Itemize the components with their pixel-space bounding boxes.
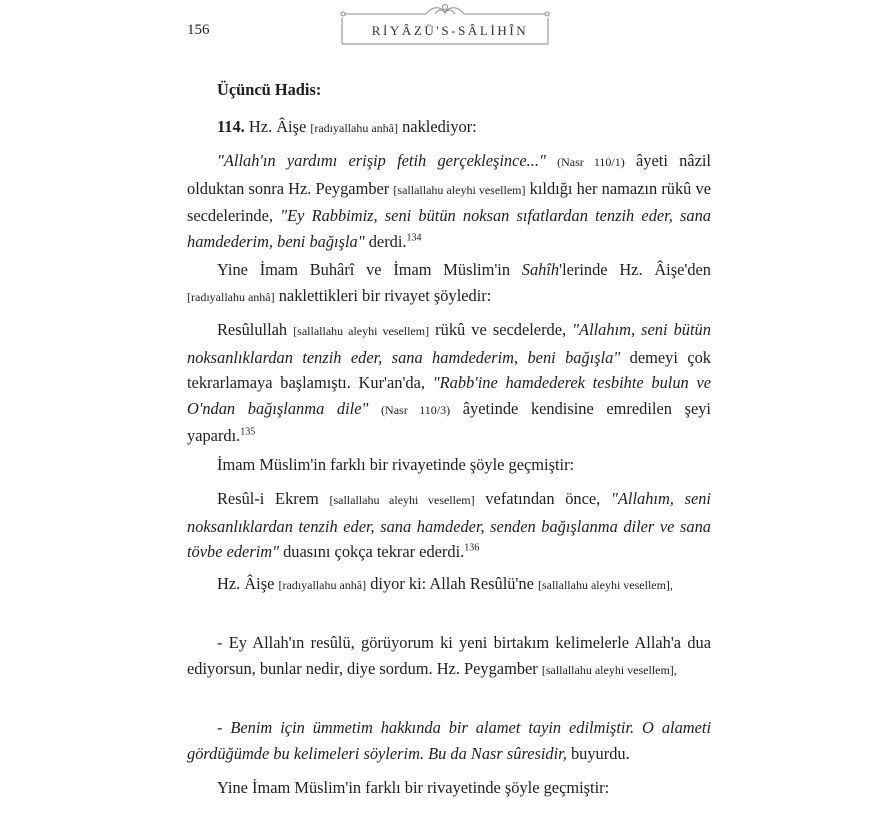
paragraph-7: Hz. Âişe [radıyallahu anhâ] diyor ki: Allah Resûlü'ne [sallallahu aleyhi vesellem], [217,574,673,593]
paragraph-5: İmam Müslim'in farklı bir rivayetinde şöyle geçmiştir: [217,455,575,474]
footnote-ref: 136 [464,542,480,554]
paragraph-3: Yine İmam Buhârî ve İmam Müslim'in Sahîh'lerinde Hz. Âişe'den [radıyallahu anhâ] naklettikleri bir rivayet şöyledir: [187,260,711,305]
paragraph-6: Resûl-i Ekrem [sallallahu aleyhi vesellem] vefatından önce, "Allahım, seni noksanlıklardan tenzih eder, sana hamdeder, senden bağışlanma diler ve sana tövbe ederim" duasını çokça tekrar ederdi.$^{136}$ [187,489,711,561]
running-title: RİYÂZÜ'S-SÂLİHÎN [371,23,529,38]
section-heading: Üçüncü Hadis: [217,80,322,99]
footnote-ref: 135 [240,426,256,438]
paragraph-2: "Allah'ın yardımı erişip fetih gerçekleşince..." (Nasr 110/1) âyeti nâzil olduktan sonra Hz. Peygamber [sallallahu aleyhi vesellem] kıldığı her namazın rükû ve secdelerinde, "Ey Rabbimiz, seni bütün noksan sıfatlardan tenzih eder, sana hamdederim, beni bağışla" derdi.$^{134}$ [187,151,711,251]
page-number: 156 [187,22,210,38]
footnote-ref: 134 [406,232,422,244]
paragraph-4: Resûlullah [sallallahu aleyhi vesellem] rükû ve secdelerde, "Allahım, seni bütün noksanlıklardan tenzih eder, sana hamdederim, beni bağışla" demeyi çok tekrarlamaya başlamıştı. Kur'an'da, "Rabb'ine hamdederek tesbihte bulun ve O'ndan bağışlanma dile" (Nasr 110/3) âyetinde kendisine emredilen şeyi yapardı.$^{135}$ [187,320,711,445]
paragraph-1: 114. Hz. Âişe [radıyallahu anhâ] naklediyor: [217,117,477,136]
paragraph-9: - Benim için ümmetim hakkında bir alamet tayin edilmiştir. O alameti gördüğümde bu kelimeleri söylerim. Bu da Nasr sûresidir, buyurdu. [187,718,711,763]
paragraph-10: Yine İmam Müslim'in farklı bir rivayetinde şöyle geçmiştir: [217,778,610,797]
paragraph-8: - Ey Allah'ın resûlü, görüyorum ki yeni birtakım kelimelerle Allah'a dua ediyorsun, bunlar nedir, diye sordum. Hz. Peygamber [sallallahu aleyhi vesellem], [187,633,711,678]
hadith-number: 114. [217,117,245,136]
